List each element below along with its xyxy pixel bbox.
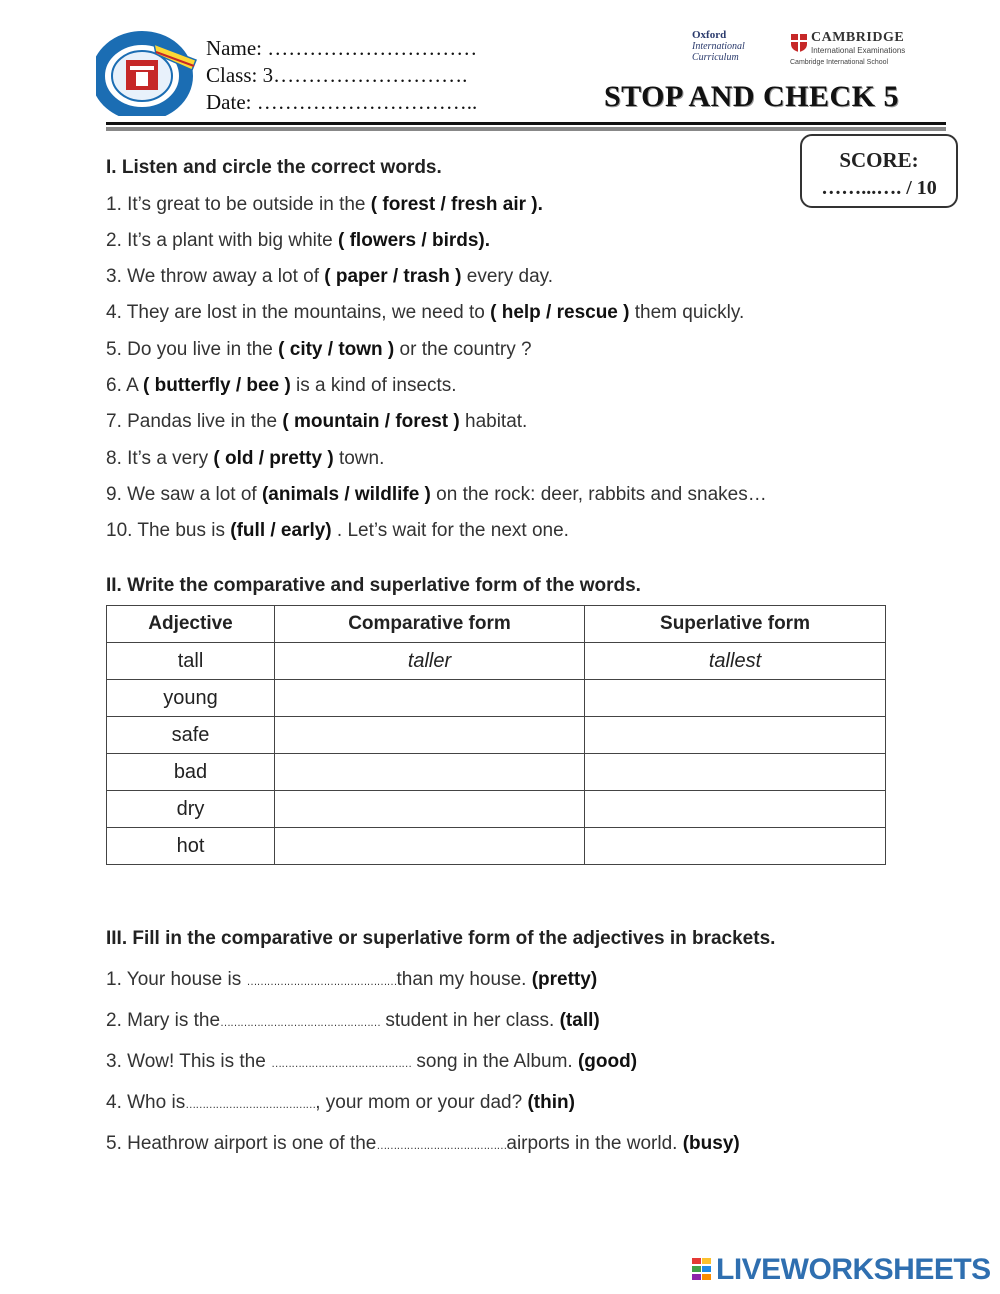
cell-adjective: tall — [107, 643, 275, 680]
sentence-text: 4. Who is — [106, 1092, 186, 1113]
answer-blank[interactable]: ……………………………………… — [246, 976, 397, 988]
question-text: 7. Pandas live in the — [106, 411, 283, 432]
question-text-end: town. — [333, 448, 385, 469]
sentence-text: 5. Heathrow airport is one of the — [106, 1133, 377, 1154]
sentence-text-end: , your mom or your dad? — [315, 1092, 528, 1113]
liveworksheets-brand — [692, 1253, 991, 1287]
brand-text: LIVEWORKSHEETS — [716, 1253, 991, 1286]
question-text: 4. They are lost in the mountains, we need to — [106, 302, 491, 323]
question-item — [106, 194, 543, 216]
cambridge-logo — [790, 30, 920, 66]
cell-comparative-input[interactable] — [275, 828, 585, 865]
oxford-curriculum: Curriculum — [692, 52, 739, 63]
cell-comparative: taller — [275, 643, 585, 680]
question-item — [106, 411, 527, 433]
question-text: 3. We throw away a lot of — [106, 266, 325, 287]
sentence-text: 3. Wow! This is the — [106, 1051, 272, 1072]
question-text: 8. It’s a very — [106, 448, 214, 469]
adjective-hint: (thin) — [527, 1092, 575, 1113]
class-line: Class: 3………………………. — [206, 63, 468, 87]
sentence-text-end: student in her class. — [380, 1010, 560, 1031]
question-item — [106, 484, 767, 506]
table-row — [107, 717, 886, 754]
adjective-hint: (tall) — [559, 1010, 600, 1031]
question-item — [106, 230, 490, 252]
score-value: ……...…. / 10 — [821, 177, 937, 199]
question-item — [106, 302, 744, 324]
table-row — [107, 754, 886, 791]
cambridge-title: CAMBRIDGE — [811, 30, 905, 45]
question-text: 1. It’s great to be outside in the — [106, 194, 371, 215]
fill-in-item — [106, 1133, 740, 1155]
cell-superlative-input[interactable] — [585, 828, 886, 865]
oxford-international: International — [692, 41, 745, 52]
fill-in-item — [106, 1010, 600, 1032]
table-row — [107, 643, 886, 680]
cell-adjective: hot — [107, 828, 275, 865]
cell-adjective: safe — [107, 717, 275, 754]
question-text-end: on the rock: deer, rabbits and snakes… — [430, 484, 767, 505]
question-text: 9. We saw a lot of — [106, 484, 262, 505]
answer-blank[interactable]: ………………………………………… — [220, 1017, 381, 1029]
answer-options[interactable]: ( old / pretty ) — [213, 448, 334, 469]
table-header-row — [107, 606, 886, 643]
answer-options[interactable]: ( mountain / forest ) — [282, 411, 460, 432]
liveworksheets-logo-icon — [692, 1258, 712, 1280]
answer-options[interactable]: ( flowers / birds). — [338, 230, 491, 251]
school-logo — [96, 30, 200, 116]
section2-heading: II. Write the comparative and superlative form of the words. — [106, 575, 641, 596]
cambridge-shield-icon — [790, 33, 808, 53]
section3-heading: III. Fill in the comparative or superlative form of the adjectives in brackets. — [106, 928, 776, 949]
answer-blank[interactable]: ………………………………… — [376, 1140, 507, 1152]
col-adjective: Adjective — [107, 606, 275, 643]
table-row — [107, 680, 886, 717]
question-text: 2. It’s a plant with big white — [106, 230, 338, 251]
cell-comparative-input[interactable] — [275, 680, 585, 717]
cambridge-school: Cambridge International School — [790, 59, 889, 66]
col-superlative: Superlative form — [585, 606, 886, 643]
table-row — [107, 791, 886, 828]
fill-in-item — [106, 1051, 637, 1073]
header-divider — [106, 122, 946, 125]
sentence-text-end: song in the Album. — [411, 1051, 578, 1072]
cell-adjective: young — [107, 680, 275, 717]
adjective-hint: (pretty) — [531, 969, 598, 990]
comparison-table — [106, 605, 886, 865]
header-divider-shadow — [106, 127, 946, 131]
name-line: Name: ………………………… — [206, 36, 478, 60]
oxford-word: Oxford — [692, 29, 727, 41]
question-item — [106, 266, 553, 288]
question-item — [106, 448, 384, 470]
cell-adjective: bad — [107, 754, 275, 791]
cell-comparative-input[interactable] — [275, 791, 585, 828]
cell-superlative-input[interactable] — [585, 680, 886, 717]
answer-blank[interactable]: ………………………………… — [185, 1099, 316, 1111]
cambridge-sub: International Examinations — [811, 46, 906, 55]
col-comparative: Comparative form — [275, 606, 585, 643]
cell-superlative-input[interactable] — [585, 791, 886, 828]
answer-options[interactable]: ( help / rescue ) — [490, 302, 630, 323]
answer-options[interactable]: ( city / town ) — [278, 339, 395, 360]
question-item — [106, 520, 569, 542]
question-text-end: habitat. — [459, 411, 528, 432]
sentence-text-end: than my house. — [396, 969, 532, 990]
answer-options[interactable]: ( butterfly / bee ) — [142, 375, 291, 396]
fill-in-item — [106, 1092, 575, 1114]
question-text-end: or the country ? — [394, 339, 532, 360]
sentence-text-end: airports in the world. — [506, 1133, 683, 1154]
date-line: Date: ………………………….. — [206, 90, 478, 114]
cell-adjective: dry — [107, 791, 275, 828]
sentence-text: 1. Your house is — [106, 969, 247, 990]
question-text: 6. A — [106, 375, 143, 396]
cell-comparative-input[interactable] — [275, 717, 585, 754]
question-text-end: them quickly. — [629, 302, 745, 323]
question-text-end: is a kind of insects. — [290, 375, 457, 396]
answer-blank[interactable]: …………………………………… — [271, 1058, 412, 1070]
cell-superlative-input[interactable] — [585, 717, 886, 754]
cell-superlative-input[interactable] — [585, 754, 886, 791]
question-item — [106, 375, 457, 397]
cell-comparative-input[interactable] — [275, 754, 585, 791]
table-row — [107, 828, 886, 865]
score-box — [800, 134, 958, 208]
answer-options[interactable]: (full / early) — [230, 520, 332, 541]
question-text: 10. The bus is — [106, 520, 231, 541]
question-text-end: . Let’s wait for the next one. — [331, 520, 569, 541]
question-item — [106, 339, 532, 361]
oxford-logo — [692, 30, 772, 63]
question-text: 5. Do you live in the — [106, 339, 279, 360]
answer-options[interactable]: ( paper / trash ) — [324, 266, 462, 287]
page-title: STOP AND CHECK 5 — [604, 80, 900, 113]
answer-options[interactable]: ( forest / fresh air ). — [370, 194, 543, 215]
score-label: SCORE: — [839, 148, 919, 172]
adjective-hint: (good) — [577, 1051, 638, 1072]
sentence-text: 2. Mary is the — [106, 1010, 221, 1031]
adjective-hint: (busy) — [682, 1133, 740, 1154]
fill-in-item — [106, 969, 597, 991]
cell-superlative: tallest — [585, 643, 886, 680]
answer-options[interactable]: (animals / wildlife ) — [261, 484, 431, 505]
question-text-end: every day. — [461, 266, 554, 287]
section1-heading: I. Listen and circle the correct words. — [106, 157, 442, 178]
